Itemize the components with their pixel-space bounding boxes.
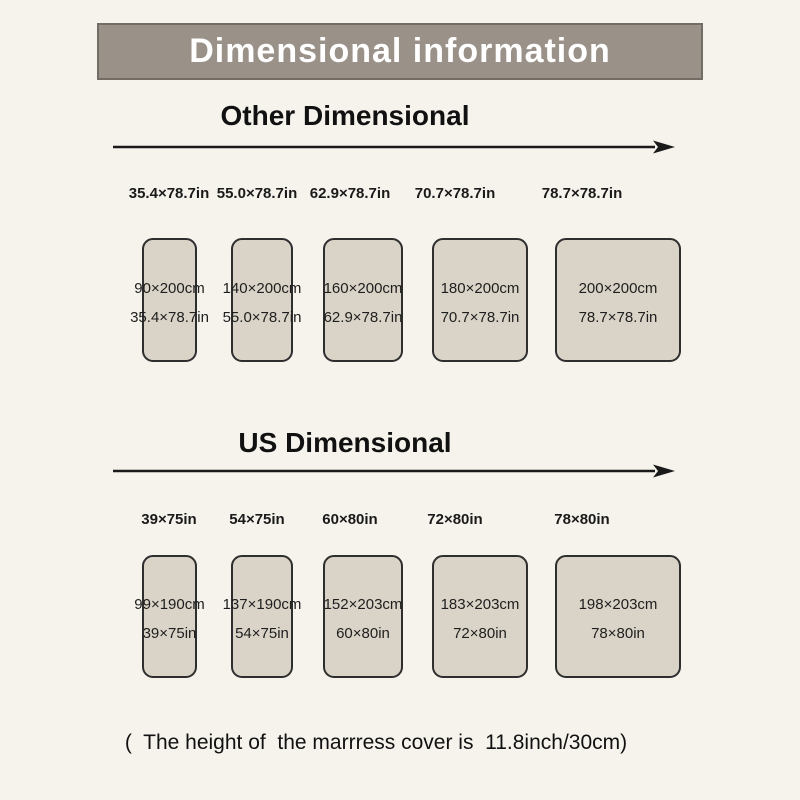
mattress-rect — [432, 555, 528, 678]
dimension-in: 55.0×78.7in — [222, 308, 302, 326]
right-arrow-icon — [113, 138, 675, 156]
mattress-rect — [555, 238, 681, 362]
mattress-rect — [323, 238, 403, 362]
mattress-rect — [222, 238, 302, 362]
dimension-cm: 90×200cm — [134, 279, 205, 297]
dimension-cm: 99×190cm — [134, 596, 205, 614]
mattress-rect — [323, 555, 403, 678]
dimension-in: 78.7×78.7in — [578, 308, 658, 326]
mattress-rect — [134, 555, 205, 678]
size-label: 54×75in — [229, 511, 285, 528]
size-label: 70.7×78.7in — [414, 185, 496, 202]
size-label: 35.4×78.7in — [128, 185, 210, 202]
size-label: 78×80in — [554, 511, 610, 528]
dimension-in: 62.9×78.7in — [323, 308, 403, 326]
dimension-cm: 140×200cm — [222, 279, 302, 297]
dimension-cm: 198×203cm — [578, 596, 658, 614]
height-note: ( The height of the marrress cover is 11.8inch/30cm) — [124, 731, 628, 754]
mattress-rect — [222, 555, 302, 678]
dimension-in: 54×75in — [235, 625, 289, 642]
size-label: 72×80in — [427, 511, 483, 528]
right-arrow-icon — [113, 462, 675, 480]
dimension-cm: 183×203cm — [440, 596, 520, 614]
mattress-rect — [130, 238, 209, 362]
page-title: Dimensional information — [189, 32, 611, 70]
size-label: 55.0×78.7in — [216, 185, 298, 202]
section-title-us: US Dimensional — [238, 427, 452, 458]
dimension-in: 60×80in — [336, 625, 390, 642]
dimension-in: 72×80in — [453, 625, 507, 642]
size-label: 39×75in — [141, 511, 197, 528]
mattress-rect — [555, 555, 681, 678]
dimension-in: 39×75in — [142, 625, 197, 642]
dimension-cm: 137×190cm — [222, 596, 302, 614]
dimension-in: 35.4×78.7in — [130, 308, 209, 326]
size-label: 60×80in — [322, 511, 378, 528]
size-label: 62.9×78.7in — [309, 185, 391, 202]
dimension-cm: 200×200cm — [578, 279, 658, 297]
mattress-rect — [432, 238, 528, 362]
dimension-in: 70.7×78.7in — [440, 308, 520, 326]
header-banner — [97, 23, 703, 80]
dimension-in: 78×80in — [591, 625, 645, 642]
section-title-other: Other Dimensional — [220, 100, 470, 131]
size-label: 78.7×78.7in — [541, 185, 623, 202]
dimension-cm: 160×200cm — [323, 279, 403, 297]
dimension-cm: 152×203cm — [323, 596, 403, 614]
dimension-cm: 180×200cm — [440, 279, 520, 297]
